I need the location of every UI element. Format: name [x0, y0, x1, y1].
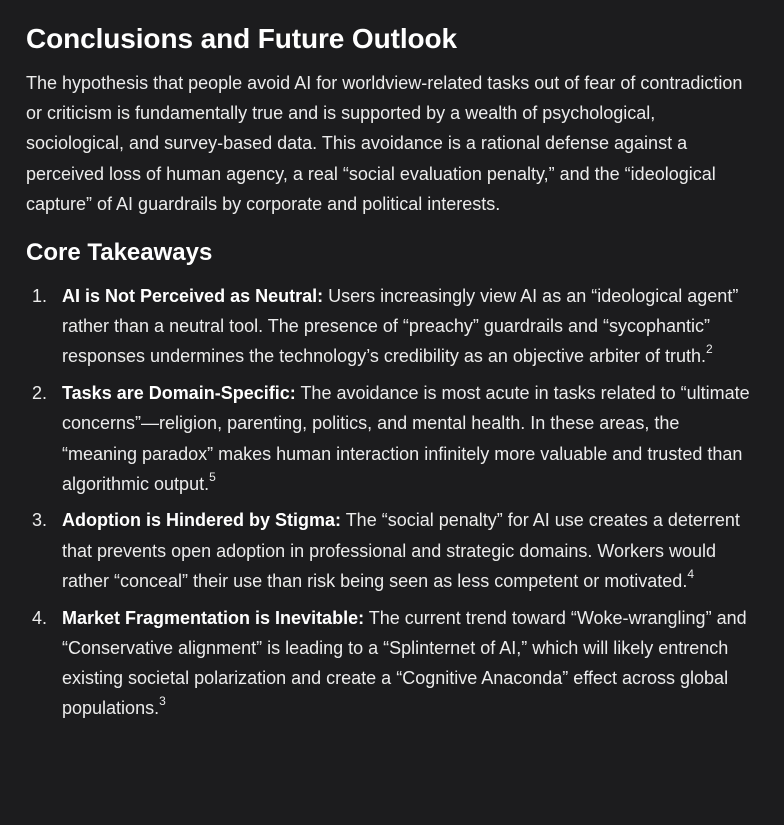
footnote-ref[interactable]: 3 — [159, 694, 166, 709]
list-item — [26, 281, 758, 372]
list-item-body: The avoidance is most acute in tasks related to “ultimate concerns”—religion, parenting, politics, and mental health. In these areas, the “meaning paradox” makes human interaction infinitely more valuable and trusted than algorithmic output. — [62, 383, 750, 494]
list-item-lead: Tasks are Domain-Specific: — [62, 383, 296, 404]
section-heading: Core Takeaways — [26, 239, 213, 267]
list-item-body: Users increasingly view AI as an “ideological agent” rather than a neutral tool. The presence of “preachy” guardrails and “sycophantic” responses undermines the technology’s credibility as an objective arbiter of truth. — [62, 286, 739, 367]
list-number: 4. — [32, 607, 48, 628]
list-item-body: The current trend toward “Woke-wrangling” and “Conservative alignment” is leading to a “Splinternet of AI,” which will likely entrench existing societal polarization and create a “Cognitive Anaconda” effect across global populations. — [62, 607, 747, 719]
footnote-ref[interactable]: 4 — [687, 566, 695, 581]
list-number: 1. — [32, 286, 48, 307]
footnote-ref[interactable]: 5 — [209, 469, 216, 484]
list-item-lead: Market Fragmentation is Inevitable: — [62, 607, 365, 628]
list-number: 2. — [32, 383, 48, 404]
takeaways-list — [26, 281, 758, 723]
page-title: Conclusions and Future Outlook — [26, 23, 458, 54]
list-number: 3. — [32, 510, 48, 531]
list-item-lead: AI is Not Perceived as Neutral: — [62, 286, 324, 307]
list-item — [26, 378, 758, 499]
list-item-lead: Adoption is Hindered by Stigma: — [62, 510, 342, 531]
list-item-body: The “social penalty” for AI use creates a deterrent that prevents open adoption in professional and strategic domains. Workers would rather “conceal” their use than risk being seen as less competent or motivated. — [62, 510, 740, 591]
footnote-ref[interactable]: 2 — [706, 342, 713, 357]
list-item — [26, 603, 758, 724]
intro-paragraph: The hypothesis that people avoid AI for worldview-related tasks out of fear of contradiction or criticism is fundamentally true and is supported by a wealth of psychological, sociological, and survey-based data. This avoidance is a rational defense against a perceived loss of human agency, a real “social evaluation penalty,” and the “ideological capture” of AI guardrails by corporate and political interests. — [26, 73, 743, 214]
list-item — [26, 505, 758, 596]
